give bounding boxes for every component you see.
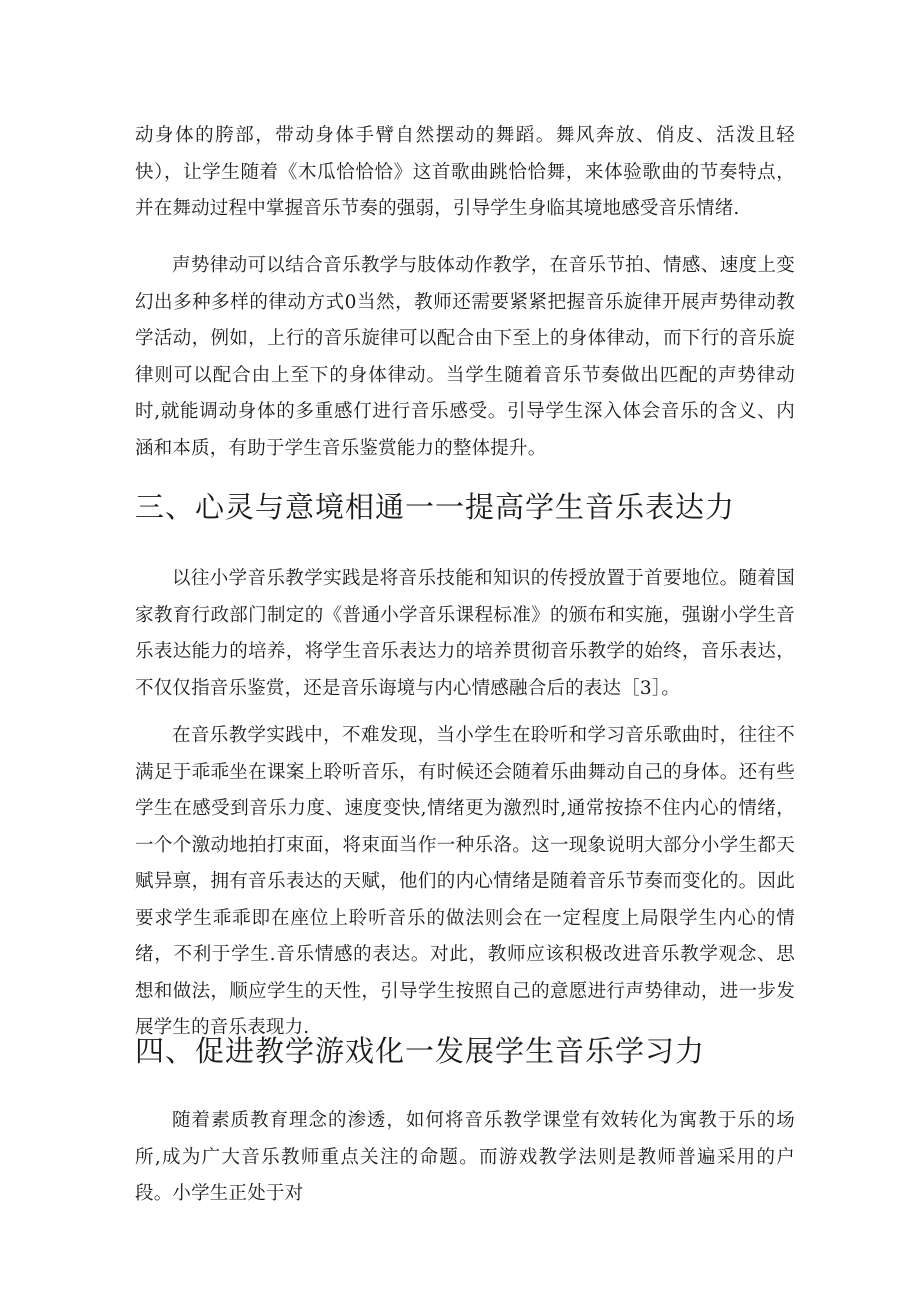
section-heading-3: 三、心灵与意境相通一一提高学生音乐表达力 xyxy=(135,490,736,524)
paragraph-body: 以往小学音乐教学实践是将音乐技能和知识的传授放置于首要地位。随着国家教育行政部门制定的《普通小学音乐课程标准》的颁布和实施，强谢小学生音乐表达能力的培养，将学生音乐表达力的培养贯彻音乐教学的始终，音乐表达，不仅仅指音乐鉴赏，还是音乐诲境与内心情感融合后的表达［3］。 xyxy=(135,568,795,699)
paragraph-continuation: 动身体的胯部，带动身体手臂自然摆动的舞蹈。舞风奔放、俏皮、活泼且轻快），让学生随着《木瓜恰恰恰》这首歌曲跳恰恰舞，来体验歌曲的节奏特点，并在舞动过程中掌握音乐节奏的强弱，引导学生身临其境地感受音乐情绪. xyxy=(135,125,795,219)
section-heading-4: 四、促进教学游戏化一发展学生音乐学习力 xyxy=(135,1034,706,1068)
paragraph-body: 声势律动可以结合音乐教学与肢体动作教学，在音乐节拍、情感、速度上变幻出多种多样的律动方式0当然，教师还需要紧紧把握音乐旋律开展声势律动教学活动，例如，上行的音乐旋律可以配合由下至上的身体律动，而下行的音乐旋律则可以配合由上至下的身体律动。当学生随着音乐节奏做出匹配的声势律动时,就能调动身体的多重感仃进行音乐感受。引导学生深入体会音乐的含义、内涵和本质，有助于学生音乐鉴赏能力的整体提升。 xyxy=(135,255,795,459)
paragraph-body: 在音乐教学实践中，不难发现，当小学生在聆听和学习音乐歌曲时，往往不满足于乖乖坐在课案上聆听音乐，有时候还会随着乐曲舞动自己的身体。还有些学生在感受到音乐力度、速度变快,情绪更为激烈时,通常按捺不住内心的情绪，一个个激动地拍打束面，将束面当作一种乐洛。这一现象说明大部分小学生都天赋异禀，拥有音乐表达的天赋，他们的内心情绪是随着音乐节奏而变化的。因此要求学生乖乖即在座位上聆听音乐的做法则会在一定程度上局限学生内心的情绪，不利于学生.音乐情感的表达。对此，教师应该积极改进音乐教学观念、思想和做法，顺应学生的天性，引导学生按照自己的意愿进行声势律动，进一步发展学生的音乐表现力. xyxy=(135,725,795,1038)
paragraph-body: 随着素质教育理念的渗透，如何将音乐教学课堂有效转化为寓教于乐的场所,成为广大音乐教师重点关注的命题。而游戏教学法则是教师普遍采用的户段。小学生正处于对 xyxy=(135,1110,795,1204)
